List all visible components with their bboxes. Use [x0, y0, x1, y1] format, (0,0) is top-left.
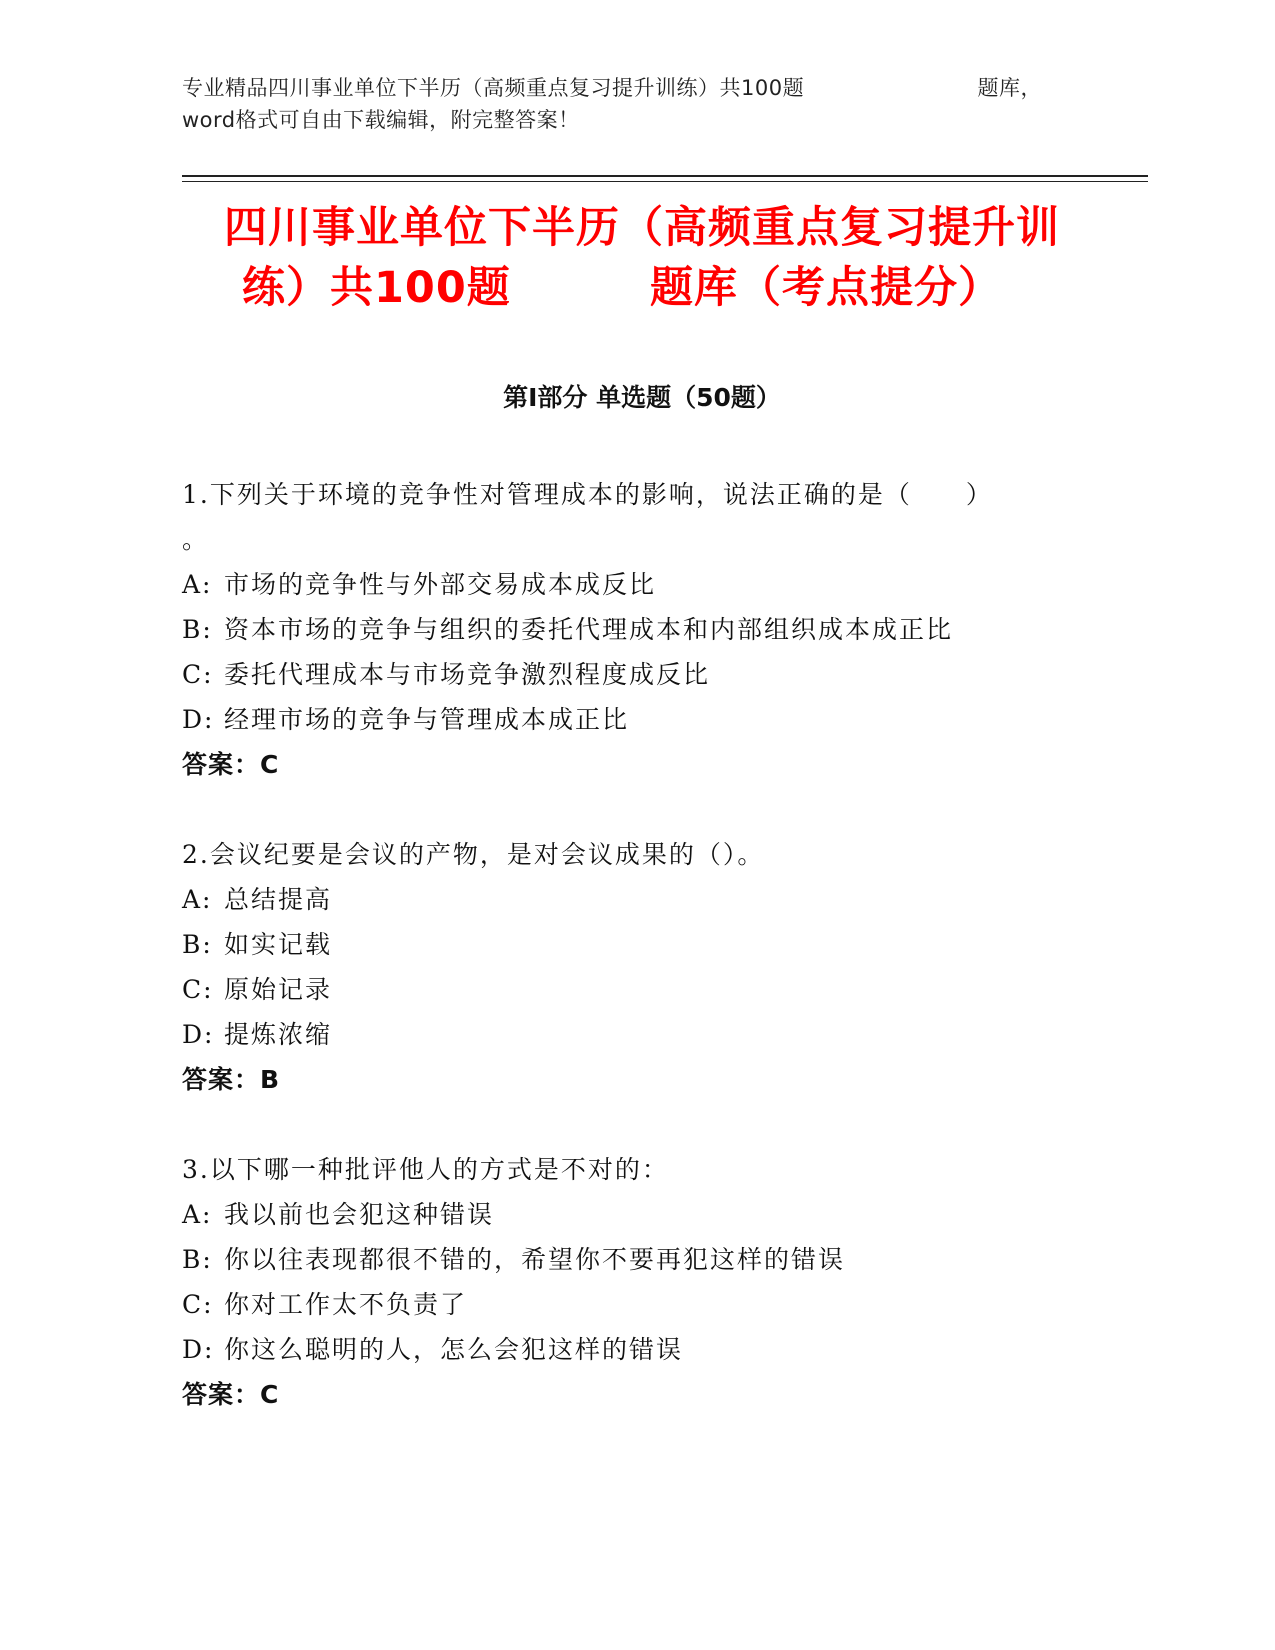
option-text: 资本市场的竞争与组织的委托代理成本和内部组织成本成正比	[224, 615, 954, 644]
option-d	[182, 1012, 1082, 1057]
option-text: 你这么聪明的人，怎么会犯这样的错误	[224, 1335, 684, 1364]
option-key: A:	[182, 570, 213, 599]
header-note-title: 专业精品四川事业单位下半历（高频重点复习提升训练）共100题	[182, 76, 805, 100]
question-list	[182, 472, 1082, 1462]
question-stem: 3.以下哪一种批评他人的方式是不对的：	[182, 1155, 669, 1184]
option-b	[182, 922, 1082, 967]
question-2	[182, 832, 1082, 1102]
section-heading: 第Ⅰ部分 单选题（50题）	[503, 383, 781, 412]
option-key: A:	[182, 885, 213, 914]
option-text: 你对工作太不负责了	[224, 1290, 468, 1319]
option-c	[182, 967, 1082, 1012]
question-3	[182, 1147, 1082, 1417]
header-note-line1	[182, 72, 1042, 104]
option-key: C:	[182, 660, 214, 689]
answer-line: 答案：C	[182, 750, 280, 779]
document-title-line1: 四川事业单位下半历（高频重点复习提升训	[224, 203, 1060, 253]
header-note-line2: word格式可自由下载编辑，附完整答案！	[182, 108, 580, 132]
header-rule-thick	[182, 175, 1148, 177]
option-key: C:	[182, 975, 214, 1004]
option-b	[182, 1237, 1082, 1282]
option-key: D:	[182, 705, 215, 734]
option-text: 市场的竞争性与外部交易成本成反比	[224, 570, 657, 599]
document-title	[182, 198, 1102, 318]
question-1	[182, 472, 1082, 787]
question-stem: 1.下列关于环境的竞争性对管理成本的影响，说法正确的是（ ） 。	[182, 480, 993, 554]
document-title-line2-left: 练）共100题	[242, 263, 511, 313]
option-d	[182, 1327, 1082, 1372]
option-key: A:	[182, 1200, 213, 1229]
option-key: C:	[182, 1290, 214, 1319]
option-b	[182, 607, 1082, 652]
header-note	[182, 72, 1042, 136]
option-d	[182, 697, 1082, 742]
option-key: B:	[182, 930, 213, 959]
option-text: 如实记载	[224, 930, 333, 959]
question-stem: 2.会议纪要是会议的产物，是对会议成果的（）。	[182, 840, 765, 869]
answer-line: 答案：B	[182, 1065, 281, 1094]
option-key: D:	[182, 1020, 215, 1049]
option-text: 原始记录	[224, 975, 333, 1004]
header-note-suffix: 题库，	[977, 76, 1042, 100]
option-text: 你以往表现都很不错的，希望你不要再犯这样的错误	[224, 1245, 846, 1274]
document-title-line2	[242, 258, 1002, 318]
option-a	[182, 562, 1082, 607]
header-rule-thin	[182, 181, 1148, 182]
answer-line: 答案：C	[182, 1380, 280, 1409]
document-title-line2-right: 题库（考点提分）	[650, 263, 1002, 313]
option-key: B:	[182, 615, 213, 644]
option-key: B:	[182, 1245, 213, 1274]
option-key: D:	[182, 1335, 215, 1364]
option-c	[182, 652, 1082, 697]
option-text: 提炼浓缩	[224, 1020, 333, 1049]
option-c	[182, 1282, 1082, 1327]
option-text: 总结提高	[224, 885, 333, 914]
option-a	[182, 1192, 1082, 1237]
option-text: 委托代理成本与市场竞争激烈程度成反比	[224, 660, 711, 689]
option-a	[182, 877, 1082, 922]
option-text: 经理市场的竞争与管理成本成正比	[224, 705, 630, 734]
option-text: 我以前也会犯这种错误	[224, 1200, 495, 1229]
